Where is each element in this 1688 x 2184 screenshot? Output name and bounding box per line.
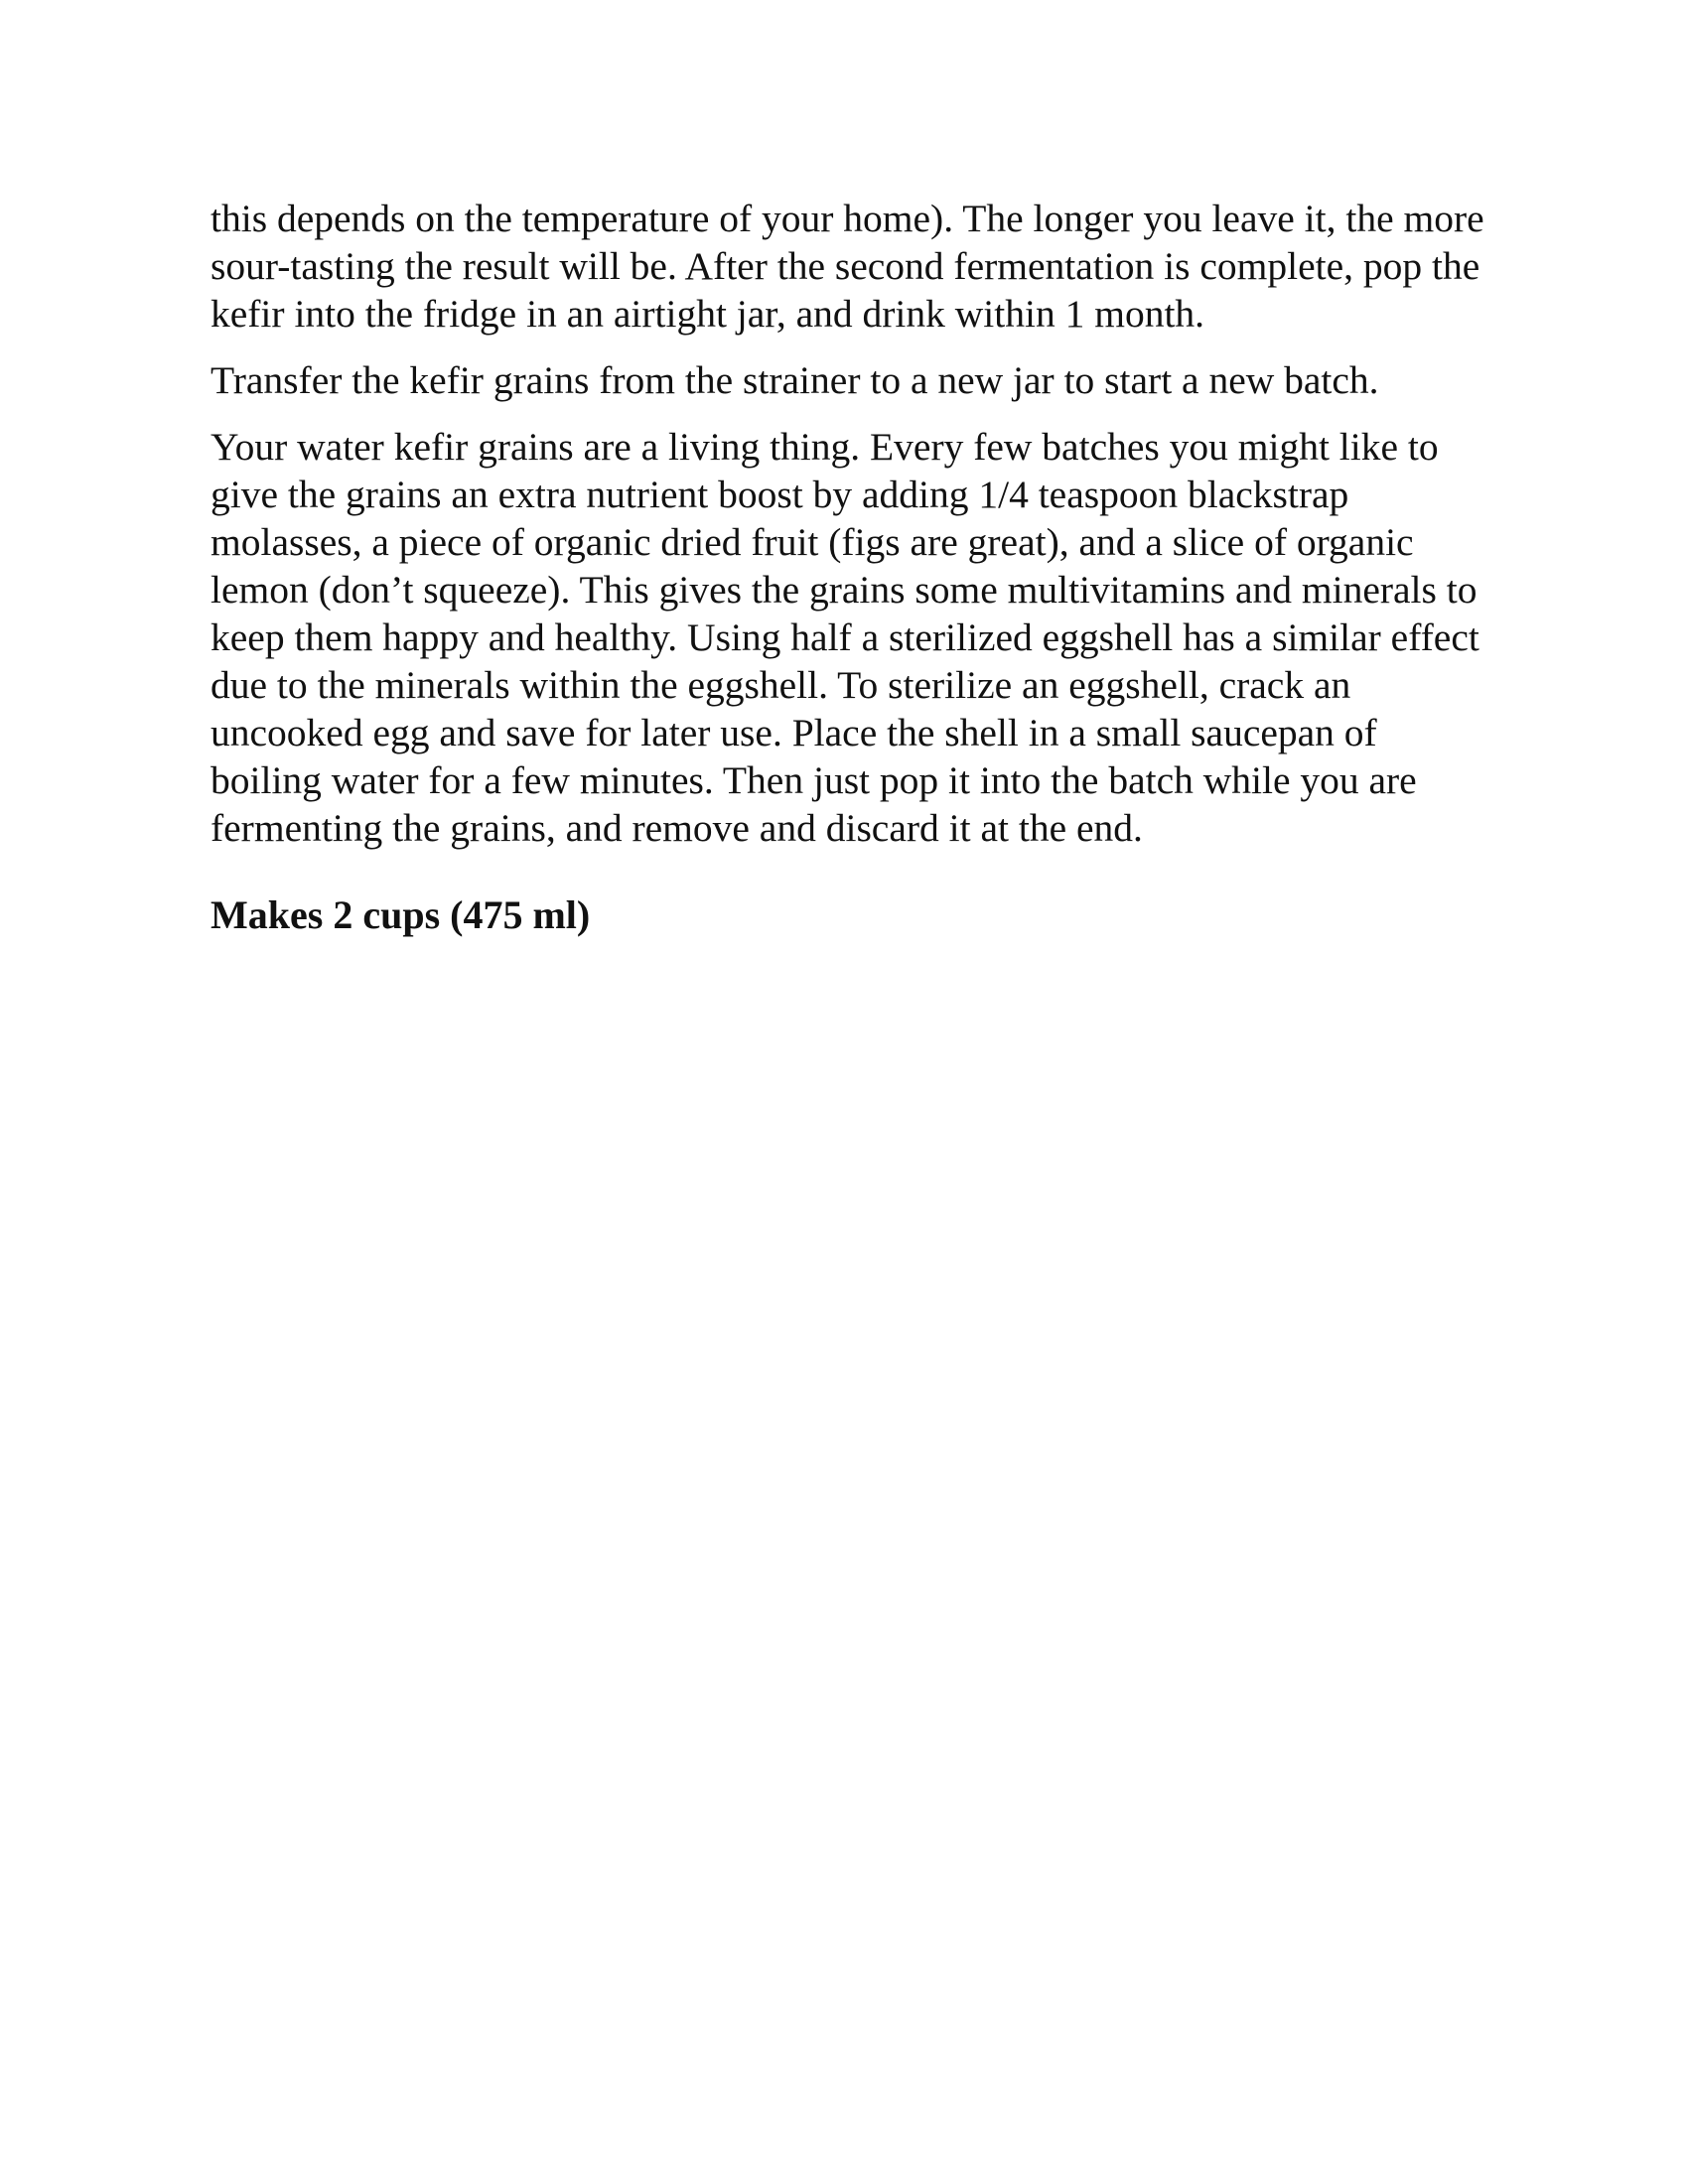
document-page [211, 195, 1491, 958]
paragraph-transfer-grains: Transfer the kefir grains from the strainer to a new jar to start a new batch. [211, 358, 1379, 402]
paragraph-second-fermentation: this depends on the temperature of your home). The longer you leave it, the more sour-tasting the result will be. After the second fermentation is complete, pop the kefir into the fridge in an airtight jar, and drink within 1 month. [211, 197, 1484, 336]
recipe-yield: Makes 2 cups (475 ml) [211, 892, 591, 937]
paragraph-grain-care: Your water kefir grains are a living thing. Every few batches you might like to give the grains an extra nutrient boost by adding 1/4 teaspoon blackstrap molasses, a piece of organic dried fruit (figs are great), and a slice of organic lemon (don’t squeeze). This gives the grains some multivitamins and minerals to keep them happy and healthy. Using half a sterilized eggshell has a similar effect due to the minerals within the eggshell. To sterilize an eggshell, crack an uncooked egg and save for later use. Place the shell in a small saucepan of boiling water for a few minutes. Then just pop it into the batch while you are fermenting the grains, and remove and discard it at the end. [211, 425, 1479, 850]
